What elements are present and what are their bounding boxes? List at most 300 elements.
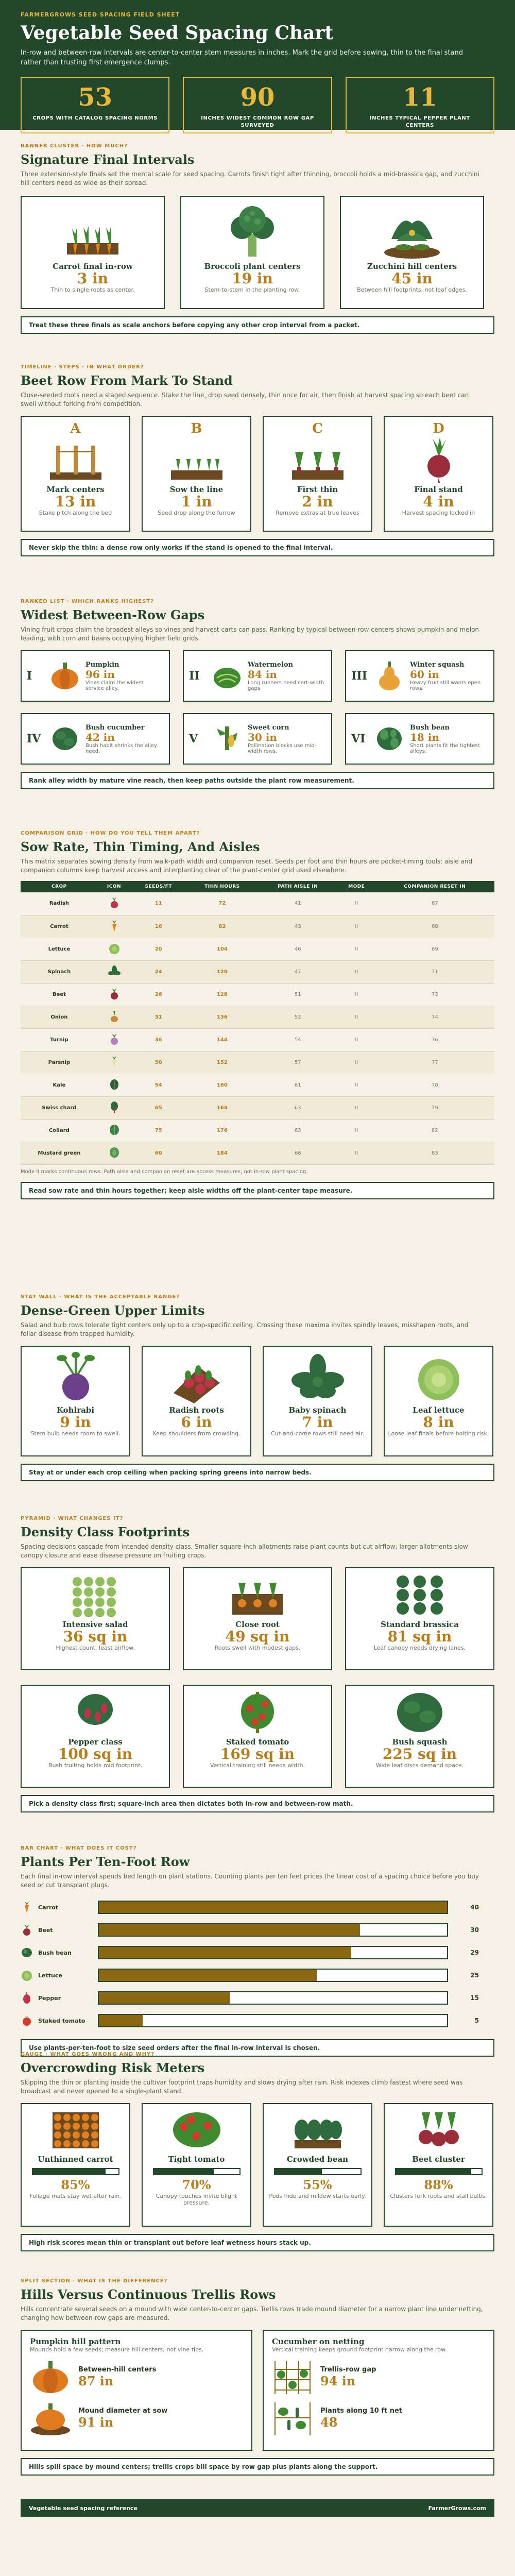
bar-value: 29: [470, 1949, 479, 1956]
table-header: CROP: [21, 881, 98, 892]
section-desc: Skipping the thin or planting inside the cultivar footprint traps humidity and slows drying after rain. Risk indexes climb fastest where seed was broadcast and never opened to a single-plant stand.: [21, 2079, 463, 2095]
cell-icon: [98, 892, 130, 915]
bar: [99, 1947, 351, 1958]
density-card: [183, 1567, 332, 1670]
cell-thin: 136: [186, 1006, 258, 1028]
cell-reset: 69: [375, 938, 494, 960]
split-value: 87 in: [78, 2373, 114, 2388]
split-label: Between-hill centers: [78, 2365, 157, 2374]
cell-mode: II: [338, 983, 375, 1006]
bar-row: [21, 1964, 494, 1987]
bar-row: [21, 2009, 494, 2032]
rank-note: Short plants fit the tightest alleys.: [410, 742, 480, 754]
table-footnote: Mode II marks continuous rows. Path aisle and companion reset are access measures, not in-row plant spacing.: [21, 1168, 308, 1175]
beet-crowd-icon: [410, 2109, 467, 2153]
cell-seeds: 20: [130, 938, 186, 960]
cell-aisle: 63: [258, 1096, 338, 1119]
rank-value: 30 in: [248, 731, 277, 743]
rank-name: Bush bean: [410, 723, 450, 732]
rank-item: [183, 650, 332, 702]
table-row: [21, 1006, 494, 1028]
rank-name: Watermelon: [248, 660, 294, 669]
risk-gauge-fill: [33, 2169, 106, 2174]
section-desc: Spacing decisions cascade from intended density class. Smaller square-inch allotments raise plant counts but cut airflow; larger allotments slow canopy closure and ease disease pressure on fruiting crops.: [21, 1543, 468, 1559]
lettuce-icon: [21, 1969, 33, 1981]
carrot-icon: [21, 1901, 33, 1913]
split-value: 94 in: [320, 2373, 356, 2388]
cell-reset: 82: [375, 1119, 494, 1142]
cell-aisle: 66: [258, 1142, 338, 1164]
cell-reset: 71: [375, 960, 494, 983]
cell-crop: Beet: [21, 983, 98, 1006]
panel-sub: Mounds hold a few seeds; measure hill centers, not vine tips.: [30, 2346, 204, 2353]
rank-note: Bush habit shrinks the alley need.: [85, 742, 157, 754]
table-row: [21, 1142, 494, 1164]
hero-eyebrow: FARMERGROWS SEED SPACING FIELD SHEET: [21, 11, 180, 18]
card-value: 6 in: [181, 1414, 212, 1431]
card-name: Kohlrabi: [56, 1405, 95, 1415]
page-title: Vegetable Seed Spacing Chart: [21, 22, 334, 44]
table-row: [21, 983, 494, 1006]
timeline-step: [21, 416, 130, 532]
interval-card: [340, 196, 484, 309]
card-value: 70%: [182, 2177, 211, 2192]
card-note: Vertical training still needs width.: [210, 1762, 305, 1769]
hero: [0, 0, 515, 130]
card-note: Wide leaf discs demand space.: [375, 1762, 464, 1769]
cell-crop: Radish: [21, 892, 98, 915]
rank-number: IV: [27, 732, 41, 745]
table-row: [21, 1119, 494, 1142]
table-header: MODE: [338, 881, 375, 892]
corn-icon: [212, 723, 243, 754]
section-desc: Salad and bulb rows tolerate tight centers only up to a crop-specific ceiling. Crossing these maxima invites spindly leaves, misshapen roots, and foliar disease from trapped humidity.: [21, 1321, 469, 1337]
risk-cards: [21, 2103, 494, 2227]
section-callout: Treat these three finals as scale anchors before copying any other crop interval from a packet.: [21, 316, 494, 334]
card-note: Stem-to-stem in the planting row.: [204, 286, 300, 293]
sow-table: [21, 881, 494, 1165]
interval-cards: [21, 196, 494, 309]
table-header-row: [21, 881, 494, 892]
interval-card: [180, 196, 324, 309]
section-title: Density Class Footprints: [21, 1524, 190, 1539]
timeline-step: [263, 416, 372, 532]
step-name: Sow the line: [169, 485, 224, 494]
cell-crop: Turnip: [21, 1028, 98, 1051]
step-value: 4 in: [423, 493, 454, 510]
bar-label-group: [21, 1992, 98, 2004]
card-note: Pods hide and mildew starts early.: [269, 2193, 366, 2199]
brassica-grid-icon: [391, 1573, 448, 1618]
cell-crop: Collard: [21, 1119, 98, 1142]
card-value: 169 sq in: [220, 1745, 295, 1762]
pumpkin-mound-icon: [30, 2400, 71, 2436]
section-kicker: TIMELINE · STEPS · IN WHAT ORDER?: [21, 364, 144, 370]
bar: [99, 1992, 230, 2004]
cell-reset: 67: [375, 892, 494, 915]
step-note: Seed drop along the furrow: [158, 510, 235, 516]
card-value: 49 sq in: [225, 1628, 290, 1645]
step-name: First thin: [297, 485, 338, 494]
rank-item: [183, 713, 332, 765]
risk-gauge: [395, 2168, 483, 2175]
cell-seeds: 24: [130, 960, 186, 983]
rank-item: [21, 650, 170, 702]
card-note: Clusters fork roots and stall bulbs.: [390, 2193, 487, 2199]
bush-bean-icon: [21, 1946, 33, 1959]
rank-number: I: [27, 669, 32, 683]
card-name: Broccoli plant centers: [204, 262, 301, 271]
step-letter: B: [191, 421, 202, 436]
bar-category: Staked tomato: [38, 2017, 85, 2024]
kohlrabi-icon: [47, 1352, 104, 1403]
risk-card: [21, 2103, 130, 2227]
bar-track: [98, 1991, 448, 2005]
section-kicker: PYRAMID · WHAT CHANGES IT?: [21, 1516, 124, 1521]
stat-number: 11: [402, 83, 437, 112]
stat-label: CROPS WITH CATALOG SPACING NORMS: [32, 115, 158, 121]
section-kicker: BANNER CLUSTER · HOW MUCH?: [21, 143, 128, 149]
card-value: 45 in: [391, 270, 433, 287]
cell-thin: 184: [186, 1142, 258, 1164]
card-value: 36 sq in: [63, 1628, 128, 1645]
cell-mode: II: [338, 960, 375, 983]
section-signature-intervals: [0, 130, 515, 364]
cell-crop: Spinach: [21, 960, 98, 983]
cell-crop: Swiss chard: [21, 1096, 98, 1119]
step-note: Stake pitch along the bed: [39, 510, 112, 516]
staked-tomato-icon: [21, 2014, 33, 2027]
cell-icon: [98, 1142, 130, 1164]
collard-icon: [108, 1124, 121, 1136]
cell-crop: Onion: [21, 1006, 98, 1028]
squash-grid-icon: [391, 1691, 448, 1735]
section-kicker: BAR CHART · WHAT DOES IT COST?: [21, 1845, 137, 1851]
split-label: Plants along 10 ft net: [320, 2406, 403, 2415]
table-header: PATH AISLE IN: [258, 881, 338, 892]
section-title: Beet Row From Mark To Stand: [21, 373, 233, 388]
bar-track: [98, 2014, 448, 2027]
stake-icon: [45, 436, 107, 483]
split-label: Mound diameter at sow: [78, 2406, 168, 2415]
bar: [99, 1902, 447, 1913]
cell-aisle: 61: [258, 1074, 338, 1096]
carrot-row-icon: [62, 203, 124, 260]
section-callout: Stay at or under each crop ceiling when packing spring greens into narrow beds.: [21, 1464, 494, 1481]
section-title: Signature Final Intervals: [21, 152, 195, 167]
step-letter: D: [433, 421, 444, 436]
rank-list: [21, 650, 494, 765]
cell-mode: II: [338, 1096, 375, 1119]
step-letter: A: [70, 421, 81, 436]
cell-thin: 160: [186, 1074, 258, 1096]
footer-link[interactable]: FarmerGrows.com: [428, 2504, 486, 2512]
tomato-grid-icon: [229, 1691, 286, 1735]
section-callout: Rank alley width by mature vine reach, then keep paths outside the plant row measurement.: [21, 772, 494, 789]
rank-note: Heavy fruit still wants open rows.: [410, 680, 481, 691]
density-cards: [21, 1567, 494, 1788]
cell-thin: 176: [186, 1119, 258, 1142]
spinach-icon: [108, 965, 121, 977]
bar: [99, 2015, 143, 2026]
cell-icon: [98, 1096, 130, 1119]
timeline-steps: [21, 416, 494, 532]
cell-seeds: 60: [130, 1142, 186, 1164]
table-row: [21, 1051, 494, 1074]
tomato-crowd-icon: [168, 2109, 225, 2153]
broccoli-icon: [221, 203, 283, 260]
card-value: 100 sq in: [58, 1745, 133, 1762]
cell-aisle: 41: [258, 892, 338, 915]
card-value: 9 in: [60, 1414, 91, 1431]
cell-icon: [98, 983, 130, 1006]
cell-mode: II: [338, 1142, 375, 1164]
lettuce-icon: [410, 1352, 467, 1403]
limit-card: [142, 1346, 251, 1456]
card-note: Keep shoulders from crowding.: [152, 1430, 241, 1437]
section-kicker: STAT WALL · WHAT IS THE ACCEPTABLE RANGE?: [21, 1294, 180, 1300]
cell-thin: 82: [186, 915, 258, 938]
cell-thin: 128: [186, 983, 258, 1006]
bar-row: [21, 1941, 494, 1964]
step-note: Harvest spacing locked in: [402, 510, 475, 516]
section-risk-meters: [0, 2052, 515, 2278]
cell-reset: 73: [375, 983, 494, 1006]
turnip-icon: [108, 1033, 121, 1045]
section-desc: Each final in-row interval spends bed length on plant stations. Counting plants per ten feet prices the linear cost of a spacing choice before you buy seed or cut transplant plugs.: [21, 1873, 479, 1889]
cell-icon: [98, 960, 130, 983]
card-note: Roots swell with modest gaps.: [214, 1645, 301, 1651]
cell-aisle: 52: [258, 1006, 338, 1028]
mustard-green-icon: [108, 1146, 121, 1159]
rank-value: 42 in: [85, 731, 115, 743]
pepper-grid-icon: [67, 1691, 124, 1735]
cell-mode: II: [338, 892, 375, 915]
cell-reset: 83: [375, 1142, 494, 1164]
bar-track: [98, 1901, 448, 1914]
card-note: Between hill footprints, not leaf edges.: [357, 286, 467, 293]
cell-reset: 76: [375, 1028, 494, 1051]
pepper-icon: [21, 1992, 33, 2004]
card-name: Pepper class: [68, 1737, 123, 1747]
rank-value: 96 in: [85, 668, 115, 681]
bar-value: 30: [470, 1926, 479, 1934]
split-label: Trellis-row gap: [320, 2365, 376, 2374]
card-value: 8 in: [423, 1414, 454, 1431]
cell-aisle: 47: [258, 960, 338, 983]
cell-reset: 78: [375, 1074, 494, 1096]
table-row: [21, 1074, 494, 1096]
card-name: Beet cluster: [412, 2155, 465, 2164]
cell-reset: 68: [375, 915, 494, 938]
cell-mode: II: [338, 915, 375, 938]
section-desc: Three extension-style finals set the mental scale for seed spacing. Carrots finish tight after thinning, broccoli holds a mid-brassica gap, and zucchini hill centers need as wide as their spread.: [21, 171, 479, 187]
section-kicker: RANKED LIST · WHICH RANKS HIGHEST?: [21, 599, 154, 604]
plants-bar-chart: [21, 1896, 494, 2032]
timeline-step: [142, 416, 251, 532]
risk-gauge: [274, 2168, 362, 2175]
card-note: Stem bulb needs room to swell.: [30, 1430, 121, 1437]
card-value: 225 sq in: [382, 1745, 457, 1762]
table-header: SEEDS/FT: [130, 881, 186, 892]
card-value: 3 in: [77, 270, 109, 287]
cell-seeds: 31: [130, 1006, 186, 1028]
stat-number: 90: [240, 83, 275, 112]
limit-card: [384, 1346, 493, 1456]
kale-icon: [108, 1078, 121, 1091]
card-note: Loose leaf finals before bolting risk.: [388, 1430, 489, 1437]
cucumber-icon: [49, 723, 80, 754]
card-note: Foliage mats stay wet after rain.: [29, 2193, 122, 2199]
rank-note: Pollination blocks use mid-width rows.: [248, 742, 317, 754]
limit-card: [263, 1346, 372, 1456]
cell-seeds: 16: [130, 915, 186, 938]
cell-seeds: 75: [130, 1119, 186, 1142]
bean-crowd-icon: [289, 2109, 346, 2153]
card-value: 85%: [61, 2177, 90, 2192]
risk-gauge-fill: [396, 2169, 471, 2174]
rank-value: 60 in: [410, 668, 439, 681]
bar-category: Lettuce: [38, 1972, 62, 1979]
rank-item: [21, 713, 170, 765]
section-callout: Read sow rate and thin hours together; keep aisle widths off the plant-center tape measure.: [21, 1182, 494, 1199]
bar-row: [21, 1919, 494, 1941]
cell-seeds: 50: [130, 1051, 186, 1074]
card-value: 88%: [424, 2177, 453, 2192]
salad-grid-icon: [67, 1573, 124, 1618]
step-value: 1 in: [181, 493, 212, 510]
step-value: 2 in: [302, 493, 333, 510]
rank-number: VI: [351, 732, 366, 745]
rank-name: Winter squash: [410, 660, 465, 669]
card-note: Thin to single roots as center.: [50, 286, 135, 293]
stat-pepper: [346, 77, 494, 133]
pumpkin-icon: [49, 660, 80, 691]
squash-icon: [374, 660, 405, 691]
bar-label-group: [21, 2014, 98, 2027]
cell-icon: [98, 915, 130, 938]
risk-gauge-fill: [154, 2169, 214, 2174]
bar-category: Pepper: [38, 1994, 61, 2002]
stat-number: 53: [78, 83, 113, 112]
section-title: Sow Rate, Thin Timing, And Aisles: [21, 839, 260, 854]
rank-number: II: [189, 669, 200, 683]
step-name: Mark centers: [46, 485, 105, 494]
rank-name: Bush cucumber: [85, 723, 145, 732]
risk-gauge: [32, 2168, 119, 2175]
split-item: [272, 2359, 485, 2395]
thin-row-icon: [287, 436, 349, 483]
section-plants-per-row: [0, 1845, 515, 2052]
table-header: ICON: [98, 881, 130, 892]
seedling-row-icon: [166, 436, 228, 483]
cucumber-net-icon: [272, 2400, 313, 2436]
cell-icon: [98, 1119, 130, 1142]
cell-icon: [98, 1028, 130, 1051]
table-row: [21, 938, 494, 960]
interval-card: [21, 196, 165, 309]
risk-card: [263, 2103, 372, 2227]
section-widest-gaps: [0, 599, 515, 831]
split-panels: [21, 2330, 494, 2451]
split-item: [30, 2400, 243, 2436]
card-name: Leaf lettuce: [413, 1405, 465, 1415]
section-title: Hills Versus Continuous Trellis Rows: [21, 2287, 276, 2302]
bar-value: 15: [470, 1994, 479, 2002]
split-panel-trellis: [263, 2330, 494, 2451]
cell-thin: 152: [186, 1051, 258, 1074]
table-row: [21, 960, 494, 983]
density-card: [21, 1567, 170, 1670]
card-name: Unthinned carrot: [38, 2155, 113, 2164]
cell-mode: II: [338, 938, 375, 960]
rank-note: Long runners need cart-width gaps.: [248, 680, 324, 691]
table-body: [21, 892, 494, 1164]
rank-value: 84 in: [248, 668, 277, 681]
split-value: 91 in: [78, 2414, 114, 2430]
risk-gauge: [153, 2168, 241, 2175]
card-note: Canopy touches invite blight pressure.: [156, 2193, 237, 2206]
split-item: [272, 2400, 485, 2436]
cell-crop: Mustard green: [21, 1142, 98, 1164]
cell-mode: II: [338, 1119, 375, 1142]
cell-mode: II: [338, 1074, 375, 1096]
card-value: 81 sq in: [387, 1628, 452, 1645]
section-kicker: COMPARISON GRID · HOW DO YOU TELL THEM APART?: [21, 831, 200, 836]
rank-item: [345, 650, 494, 702]
cell-crop: Parsnip: [21, 1051, 98, 1074]
cell-icon: [98, 1074, 130, 1096]
zucchini-hill-icon: [381, 203, 443, 260]
card-note: Cut-and-come rows still need air.: [270, 1430, 365, 1437]
section-desc: Close-seeded roots need a staged sequence. Stake the line, drop seed densely, thin once for air, then finish at harvest spacing so each beet can swell without forking from competition.: [21, 392, 469, 408]
bar: [99, 1970, 317, 1981]
radish-icon: [168, 1352, 225, 1403]
cell-mode: II: [338, 1051, 375, 1074]
card-name: Standard brassica: [381, 1620, 459, 1629]
bar-category: Bush bean: [38, 1949, 72, 1956]
card-name: Crowded bean: [286, 2155, 349, 2164]
cell-aisle: 43: [258, 915, 338, 938]
stat-label: INCHES TYPICAL PEPPER PLANT CENTERS: [369, 115, 470, 128]
step-letter: C: [312, 421, 323, 436]
section-title: Widest Between-Row Gaps: [21, 607, 205, 622]
bar-value: 40: [470, 1904, 479, 1911]
bar-label-group: [21, 1969, 98, 1981]
carrot-crowd-icon: [47, 2109, 104, 2153]
limit-card: [21, 1346, 130, 1456]
limit-cards: [21, 1346, 494, 1456]
card-name: Tight tomato: [168, 2155, 225, 2164]
swiss-chard-icon: [108, 1101, 121, 1113]
table-header: COMPANION RESET IN: [375, 881, 494, 892]
cell-mode: II: [338, 1006, 375, 1028]
card-name: Staked tomato: [226, 1737, 289, 1747]
cell-aisle: 51: [258, 983, 338, 1006]
cell-aisle: 54: [258, 1028, 338, 1051]
stat-row-gap: [183, 77, 332, 133]
density-card: [345, 1685, 494, 1788]
rank-item: [345, 713, 494, 765]
section-title: Dense-Green Upper Limits: [21, 1303, 205, 1318]
rank-name: Pumpkin: [85, 660, 119, 669]
pumpkin-icon: [30, 2359, 71, 2395]
split-item: [30, 2359, 243, 2395]
section-callout: Pick a density class first; square-inch area then dictates both in-row and between-row math.: [21, 1795, 494, 1812]
panel-title: Pumpkin hill pattern: [30, 2337, 121, 2346]
footer-left: Vegetable seed spacing reference: [29, 2504, 138, 2512]
risk-card: [142, 2103, 251, 2227]
